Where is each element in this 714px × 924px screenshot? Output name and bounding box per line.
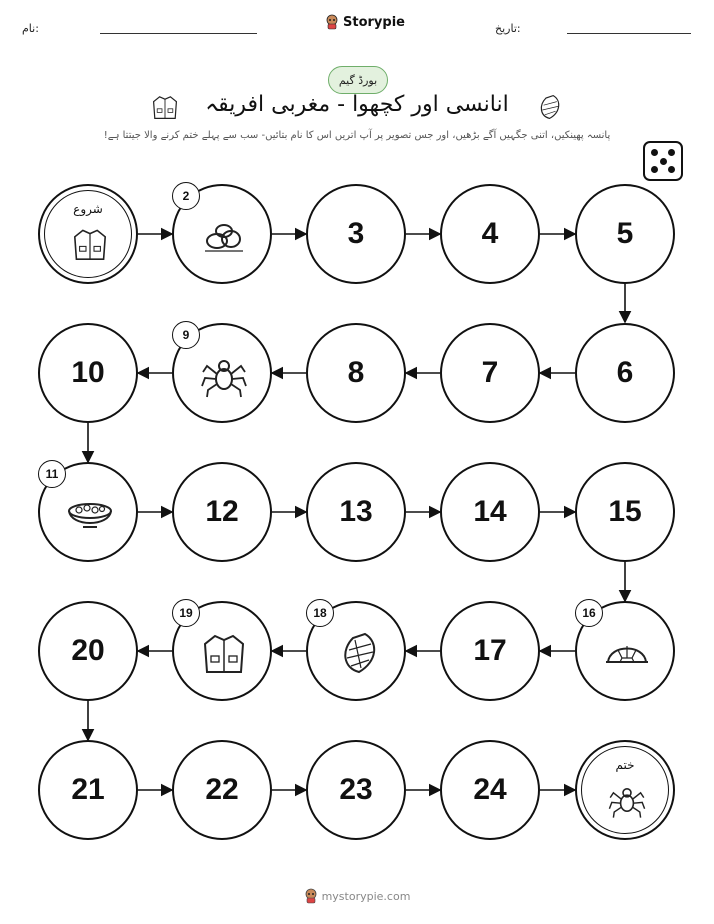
cell-number: 7 <box>481 356 499 389</box>
cell-number: 5 <box>616 217 634 250</box>
board-cell-4 <box>440 184 540 284</box>
cell-number: 24 <box>473 773 507 806</box>
board-cell-3 <box>306 184 406 284</box>
cell-number: 23 <box>339 773 373 806</box>
board-cell-8 <box>306 323 406 423</box>
cell-number: 15 <box>608 495 642 528</box>
cell-number-badge: 2 <box>172 182 200 210</box>
start-cell <box>38 184 138 284</box>
cell-number: 13 <box>339 495 373 528</box>
board-cell-5 <box>575 184 675 284</box>
rocks-icon <box>199 211 249 261</box>
footer <box>0 888 714 904</box>
board-cell-17 <box>440 601 540 701</box>
board-cell-24 <box>440 740 540 840</box>
instructions: پانسہ پھینکیں، اتنی جگہیں آگے بڑھیں، اور جس تصویر پر آپ اتریں اس کا نام بتائیں- سب سے پہلے ختم کرنے والا جیتتا ہے! <box>103 130 611 141</box>
name-label: نام: <box>22 22 39 35</box>
board-cell-10 <box>38 323 138 423</box>
board-cell-13 <box>306 462 406 562</box>
spider-icon <box>199 350 249 400</box>
brand-name: Storypie <box>343 14 405 30</box>
cell-number: 21 <box>71 773 105 806</box>
board-cell-11 <box>38 462 138 562</box>
stew-bowl-icon <box>65 489 115 539</box>
storypie-mascot-icon <box>304 888 318 904</box>
board-cell-21 <box>38 740 138 840</box>
board-cell-18 <box>306 601 406 701</box>
footer-url: mystorypie.com <box>321 889 411 903</box>
end-cell <box>575 740 675 840</box>
spider-icon <box>607 780 647 820</box>
board-game-badge: بورڈ گیم <box>328 66 388 94</box>
end-label: ختم <box>615 758 635 772</box>
cell-number-badge: 9 <box>172 321 200 349</box>
cell-number-badge: 11 <box>38 460 66 488</box>
cell-number-badge: 18 <box>306 599 334 627</box>
tortoise-icon <box>602 628 652 678</box>
board-cell-14 <box>440 462 540 562</box>
jacket-icon <box>199 628 249 678</box>
board-cell-16 <box>575 601 675 701</box>
cell-number: 10 <box>71 356 105 389</box>
start-label: شروع <box>73 202 103 216</box>
cell-number: 4 <box>481 217 499 250</box>
cell-number: 14 <box>473 495 507 528</box>
cell-number-badge: 19 <box>172 599 200 627</box>
cell-number: 20 <box>71 634 105 667</box>
cell-number-badge: 16 <box>575 599 603 627</box>
cell-number: 22 <box>205 773 239 806</box>
pinecone-icon <box>333 628 383 678</box>
board-cell-19 <box>172 601 272 701</box>
page-title: انانسی اور کچھوا - مغربی افریقہ <box>205 92 509 117</box>
board-cell-15 <box>575 462 675 562</box>
board-cell-9 <box>172 323 272 423</box>
cell-number: 6 <box>616 356 634 389</box>
board-cell-7 <box>440 323 540 423</box>
board-cell-6 <box>575 323 675 423</box>
board-cell-2 <box>172 184 272 284</box>
board-cell-20 <box>38 601 138 701</box>
date-label: تاریخ: <box>495 22 521 35</box>
cell-number: 3 <box>347 217 365 250</box>
cell-number: 8 <box>347 356 365 389</box>
board-cell-12 <box>172 462 272 562</box>
cell-number: 12 <box>205 495 239 528</box>
jacket-icon <box>70 224 110 264</box>
board-cell-22 <box>172 740 272 840</box>
board-cell-23 <box>306 740 406 840</box>
cell-number: 17 <box>473 634 507 667</box>
